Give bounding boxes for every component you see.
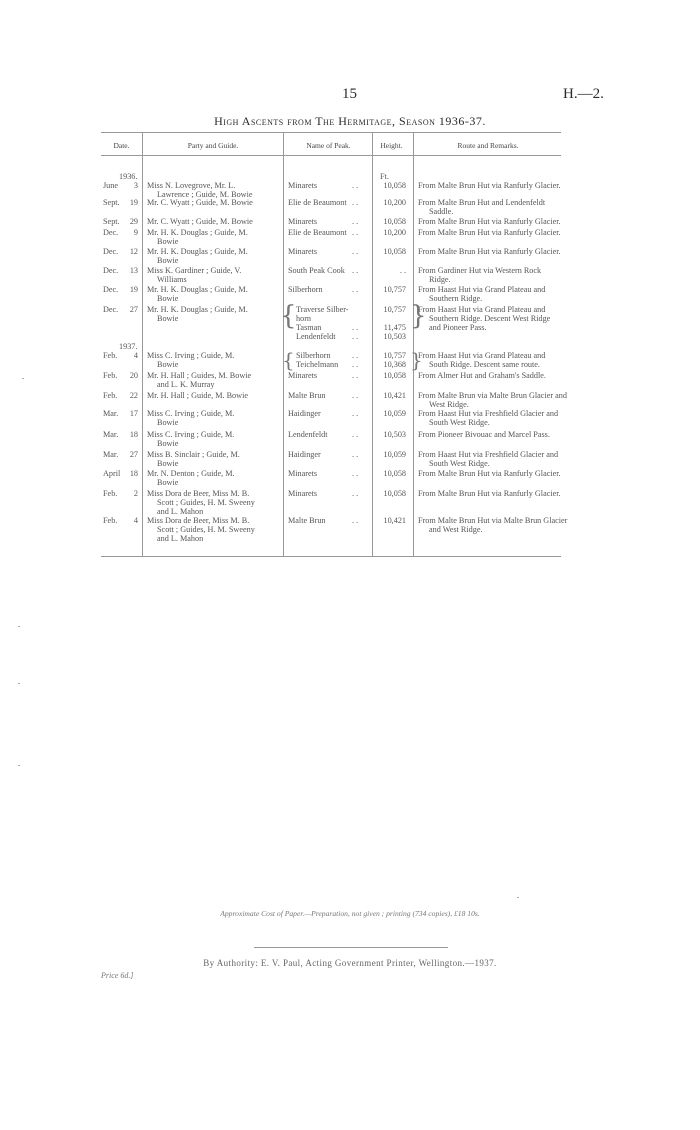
leader-dots: . . <box>352 469 359 478</box>
margin-speck <box>18 765 20 766</box>
cost-footnote: Approximate Cost of Paper.—Preparation, not given ; printing (734 copies), £18 10s. <box>220 909 480 918</box>
leader-dots: . . <box>352 198 359 207</box>
party-line: Miss B. Sinclair ; Guide, M. <box>147 450 240 459</box>
date-month: April <box>103 469 121 478</box>
peak-line: Elie de Beaumont <box>288 228 347 237</box>
route-line: From Haast Hut via Freshfield Glacier and <box>418 409 559 418</box>
route-line: From Malte Brun Hut via Ranfurly Glacier. <box>418 247 561 256</box>
date-month: Feb. <box>103 489 118 498</box>
header-rule <box>101 155 561 156</box>
peak-line: Traverse Silber- <box>296 305 349 314</box>
party-line: Bowie <box>157 439 179 448</box>
column-divider <box>372 133 373 556</box>
route-line: From Haast Hut via Grand Plateau and <box>418 305 546 314</box>
peak-line: Lendenfeldt <box>288 430 328 439</box>
party-line: Bowie <box>157 294 179 303</box>
route-line: From Haast Hut via Freshfield Glacier and <box>418 450 559 459</box>
party-line: Bowie <box>157 314 179 323</box>
date-day: 19 <box>129 285 138 294</box>
height-value: 10,058 <box>383 181 406 190</box>
party-line: Bowie <box>157 360 179 369</box>
party-line: Mr. H. Hall ; Guide, M. Bowie <box>147 391 248 400</box>
peak-line: Haidinger <box>288 450 321 459</box>
header-party: Party and Guide. <box>187 141 239 150</box>
peak-line: Minarets <box>288 469 318 478</box>
page-number: 15 <box>342 86 357 102</box>
height-unit: Ft. <box>380 172 389 181</box>
table-bottom-rule <box>101 556 561 557</box>
header-route: Route and Remarks. <box>457 141 519 150</box>
leader-dots: . . <box>352 371 359 380</box>
column-divider <box>413 133 414 556</box>
document-reference: H.—2. <box>563 86 604 102</box>
route-line: From Haast Hut via Grand Plateau and <box>418 285 546 294</box>
header-height: Height. <box>380 141 403 150</box>
date-month: Dec. <box>103 266 119 275</box>
date-day: 12 <box>129 247 138 256</box>
column-divider <box>283 133 284 556</box>
height-value: 10,058 <box>383 469 406 478</box>
height-value: . . <box>399 266 406 275</box>
height-value: 10,058 <box>383 371 406 380</box>
height-value: 11,475 <box>383 323 406 332</box>
height-value: 10,421 <box>383 516 406 525</box>
peak-line: Malte Brun <box>288 516 326 525</box>
date-day: 27 <box>129 305 138 314</box>
party-line: Bowie <box>157 459 179 468</box>
height-value: 10,059 <box>383 409 406 418</box>
column-divider <box>142 133 143 556</box>
party-line: Mr. C. Wyatt ; Guide, M. Bowie <box>147 217 253 226</box>
height-value: 10,200 <box>383 198 406 207</box>
peak-line: Minarets <box>288 371 318 380</box>
height-value: 10,757 <box>383 305 406 314</box>
party-line: Bowie <box>157 237 179 246</box>
brace-icon: } <box>410 348 423 372</box>
leader-dots: . . <box>352 247 359 256</box>
route-line: From Almer Hut and Graham's Saddle. <box>418 371 546 380</box>
leader-dots: . . <box>352 228 359 237</box>
route-line: South Ridge. Descent same route. <box>429 360 540 369</box>
date-day: 27 <box>129 450 138 459</box>
table-top-rule <box>101 132 561 133</box>
peak-line: Tasman <box>296 323 322 332</box>
date-month: Dec. <box>103 285 119 294</box>
height-value: 10,200 <box>383 228 406 237</box>
peak-line: Minarets <box>288 489 318 498</box>
route-line: From Malte Brun Hut via Ranfurly Glacier. <box>418 228 561 237</box>
date-month: Mar. <box>103 409 119 418</box>
header-date: Date. <box>113 141 130 150</box>
route-line: Saddle. <box>429 207 454 216</box>
leader-dots: . . <box>352 430 359 439</box>
route-line: From Haast Hut via Grand Plateau and <box>418 351 546 360</box>
date-day: 20 <box>129 371 138 380</box>
date-day: 18 <box>129 430 138 439</box>
route-line: From Gardiner Hut via Western Rock <box>418 266 542 275</box>
leader-dots: . . <box>352 323 359 332</box>
leader-dots: . . <box>352 489 359 498</box>
date-day: 2 <box>133 489 138 498</box>
date-day: 29 <box>129 217 138 226</box>
height-value: 10,059 <box>383 450 406 459</box>
authority-line: By Authority: E. V. Paul, Acting Government Printer, Wellington.—1937. <box>203 958 497 968</box>
party-line: Williams <box>157 275 187 284</box>
peak-line: Minarets <box>288 247 318 256</box>
peak-line: Haidinger <box>288 409 321 418</box>
party-line: Mr. H. K. Douglas ; Guide, M. <box>147 247 248 256</box>
party-line: Mr. H. K. Douglas ; Guide, M. <box>147 285 248 294</box>
brace-icon: } <box>410 301 427 331</box>
date-month: Feb. <box>103 351 118 360</box>
authority-rule <box>254 947 448 948</box>
margin-speck <box>517 897 519 898</box>
leader-dots: . . <box>352 266 359 275</box>
date-month: Dec. <box>103 247 119 256</box>
party-line: and L. K. Murray <box>157 380 215 389</box>
date-day: 3 <box>133 181 138 190</box>
date-day: 4 <box>133 351 138 360</box>
date-month: Sept. <box>103 217 120 226</box>
height-value: 10,058 <box>383 489 406 498</box>
party-line: Bowie <box>157 418 179 427</box>
peak-line: Teichelmann <box>296 360 339 369</box>
peak-line: Elie de Beaumont <box>288 198 347 207</box>
leader-dots: . . <box>352 360 359 369</box>
leader-dots: . . <box>352 217 359 226</box>
date-month: Feb. <box>103 391 118 400</box>
leader-dots: . . <box>352 450 359 459</box>
margin-speck <box>18 683 20 684</box>
party-line: Mr. H. Hall ; Guides, M. Bowie <box>147 371 252 380</box>
party-line: Bowie <box>157 478 179 487</box>
date-month: Feb. <box>103 516 118 525</box>
date-month: Feb. <box>103 371 118 380</box>
height-value: 10,058 <box>383 217 406 226</box>
peak-line: horn <box>296 314 312 323</box>
leader-dots: . . <box>352 409 359 418</box>
peak-line: Minarets <box>288 181 318 190</box>
party-line: Miss Dora de Beer, Miss M. B. <box>147 489 250 498</box>
route-line: and Pioneer Pass. <box>429 323 487 332</box>
peak-line: Silberhorn <box>288 285 323 294</box>
leader-dots: . . <box>352 351 359 360</box>
peak-line: Lendenfeldt <box>296 332 336 341</box>
date-day: 19 <box>129 198 138 207</box>
margin-speck <box>22 378 24 379</box>
date-month: June <box>103 181 119 190</box>
date-day: 17 <box>129 409 138 418</box>
route-line: From Malte Brun Hut via Malte Brun Glacier <box>418 516 568 525</box>
party-line: Miss K. Gardiner ; Guide, V. <box>147 266 242 275</box>
party-line: Mr. H. K. Douglas ; Guide, M. <box>147 228 248 237</box>
route-line: and West Ridge. <box>429 525 483 534</box>
party-line: Scott ; Guides, H. M. Sweeny <box>157 525 255 534</box>
leader-dots: . . <box>352 285 359 294</box>
party-line: Miss C. Irving ; Guide, M. <box>147 409 235 418</box>
date-day: 13 <box>129 266 138 275</box>
height-value: 10,757 <box>383 351 406 360</box>
date-month: Sept. <box>103 198 120 207</box>
route-line: From Malte Brun Hut via Ranfurly Glacier. <box>418 217 561 226</box>
leader-dots: . . <box>352 332 359 341</box>
party-line: Miss C. Irving ; Guide, M. <box>147 351 235 360</box>
height-value: 10,757 <box>383 285 406 294</box>
peak-line: Minarets <box>288 217 318 226</box>
date-month: Dec. <box>103 228 119 237</box>
route-line: From Malte Brun Hut via Ranfurly Glacier. <box>418 469 561 478</box>
date-day: 4 <box>133 516 138 525</box>
year-1937: 1937. <box>119 342 138 351</box>
route-line: South West Ridge. <box>429 418 490 427</box>
height-value: 10,421 <box>383 391 406 400</box>
route-line: Southern Ridge. Descent West Ridge <box>429 314 551 323</box>
party-line: Bowie <box>157 256 179 265</box>
route-line: From Malte Brun Hut via Ranfurly Glacier. <box>418 181 561 190</box>
date-day: 22 <box>129 391 138 400</box>
party-line: Miss N. Lovegrove, Mr. L. <box>147 181 236 190</box>
route-line: Ridge. <box>429 275 451 284</box>
leader-dots: . . <box>352 516 359 525</box>
date-month: Mar. <box>103 430 119 439</box>
date-day: 18 <box>129 469 138 478</box>
header-peak: Name of Peak. <box>306 141 351 150</box>
leader-dots: . . <box>352 391 359 400</box>
party-line: and L. Mahon <box>157 507 204 516</box>
height-value: 10,503 <box>383 430 406 439</box>
table-title: High Ascents from The Hermitage, Season 1936-37. <box>214 114 486 128</box>
route-line: From Malte Brun via Malte Brun Glacier and <box>418 391 567 400</box>
price-note: Price 6d.] <box>101 971 134 980</box>
route-line: South West Ridge. <box>429 459 490 468</box>
brace-icon: { <box>280 301 297 331</box>
peak-line: Malte Brun <box>288 391 326 400</box>
year-1936: 1936. <box>119 172 138 181</box>
route-line: From Pioneer Bivouac and Marcel Pass. <box>418 430 550 439</box>
peak-line: South Peak Cook <box>288 266 345 275</box>
party-line: Mr. H. K. Douglas ; Guide, M. <box>147 305 248 314</box>
leader-dots: . . <box>352 181 359 190</box>
date-month: Dec. <box>103 305 119 314</box>
height-value: 10,058 <box>383 247 406 256</box>
peak-line: Silberhorn <box>296 351 331 360</box>
party-line: Mr. C. Wyatt ; Guide, M. Bowie <box>147 198 253 207</box>
party-line: and L. Mahon <box>157 534 204 543</box>
party-line: Mr. N. Denton ; Guide, M. <box>147 469 235 478</box>
brace-icon: { <box>282 348 295 372</box>
margin-speck <box>18 626 20 627</box>
height-value: 10,503 <box>383 332 406 341</box>
route-line: West Ridge. <box>429 400 469 409</box>
party-line: Scott ; Guides, H. M. Sweeny <box>157 498 255 507</box>
route-line: From Malte Brun Hut and Lendenfeldt <box>418 198 546 207</box>
party-line: Lawrence ; Guide, M. Bowie <box>157 190 253 199</box>
route-line: From Malte Brun Hut via Ranfurly Glacier. <box>418 489 561 498</box>
height-value: 10,368 <box>383 360 406 369</box>
party-line: Miss Dora de Beer, Miss M. B. <box>147 516 250 525</box>
date-month: Mar. <box>103 450 119 459</box>
party-line: Miss C. Irving ; Guide, M. <box>147 430 235 439</box>
route-line: Southern Ridge. <box>429 294 483 303</box>
date-day: 9 <box>133 228 138 237</box>
